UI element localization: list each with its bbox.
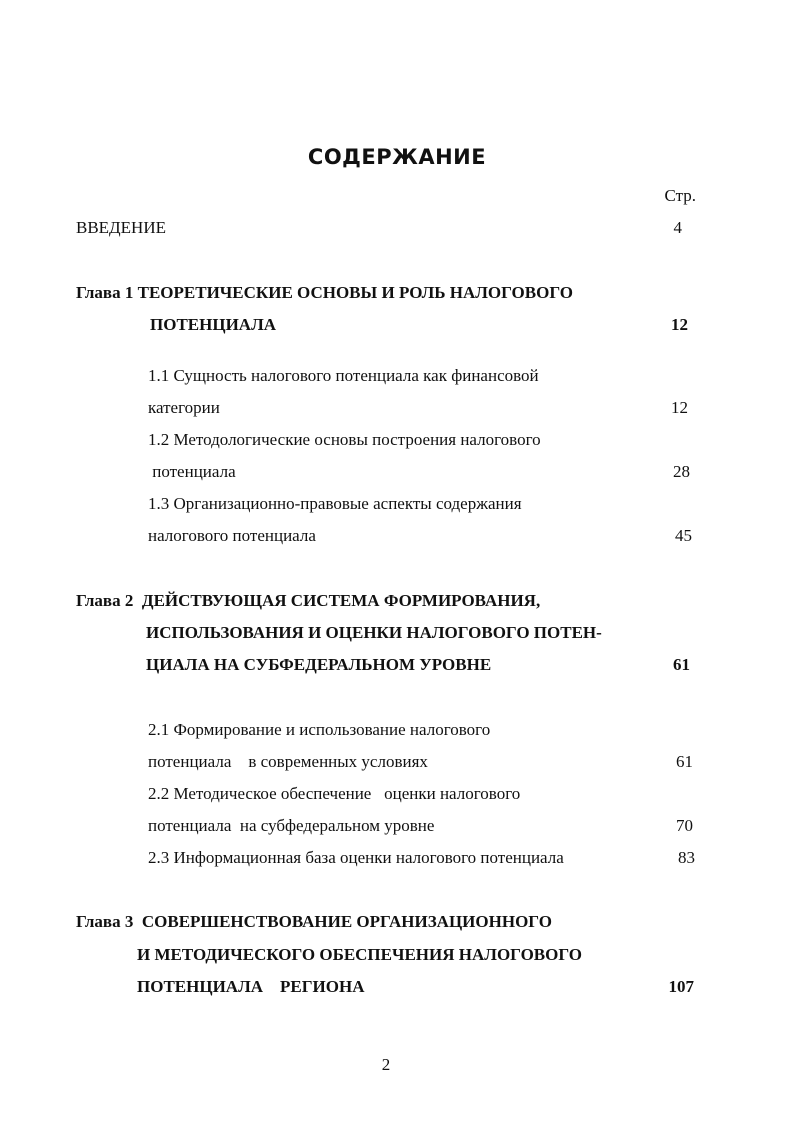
chapter-3-heading-line-3: ПОТЕНЦИАЛА РЕГИОНА — [137, 977, 365, 996]
section-1-3-page: 45 — [675, 526, 692, 545]
chapter-2-heading-line-1: Глава 2 ДЕЙСТВУЮЩАЯ СИСТЕМА ФОРМИРОВАНИЯ, — [76, 591, 541, 610]
intro-label: ВВЕДЕНИЕ — [76, 218, 166, 237]
chapter-3-heading-line-1: Глава 3 СОВЕРШЕНСТВОВАНИЕ ОРГАНИЗАЦИОННОГО — [76, 912, 552, 931]
section-1-2-line-2: потенциала — [148, 462, 236, 481]
section-2-2-line-2: потенциала на субфедеральном уровне — [148, 816, 435, 835]
section-2-3-line-1: 2.3 Информационная база оценки налогового потенциала — [148, 848, 564, 867]
section-1-3-line-1: 1.3 Организационно-правовые аспекты содержания — [148, 494, 522, 513]
chapter-1-heading-line-2: ПОТЕНЦИАЛА — [150, 315, 277, 334]
section-2-1-line-2: потенциала в современных условиях — [148, 752, 428, 771]
section-2-2-page: 70 — [676, 816, 693, 835]
toc-title: СОДЕРЖАНИЕ — [307, 145, 487, 169]
section-1-1-line-2: категории — [148, 398, 220, 417]
chapter-2-page: 61 — [673, 655, 690, 674]
section-1-1-line-1: 1.1 Сущность налогового потенциала как финансовой — [148, 366, 539, 385]
section-2-1-page: 61 — [676, 752, 693, 771]
chapter-2-heading-line-2: ИСПОЛЬЗОВАНИЯ И ОЦЕНКИ НАЛОГОВОГО ПОТЕН- — [146, 623, 602, 642]
chapter-2-heading-line-3: ЦИАЛА НА СУБФЕДЕРАЛЬНОМ УРОВНЕ — [146, 655, 492, 674]
section-1-2-line-1: 1.2 Методологические основы построения налогового — [148, 430, 541, 449]
section-2-1-line-1: 2.1 Формирование и использование налогового — [148, 720, 491, 739]
intro-page: 4 — [673, 218, 682, 237]
section-1-2-page: 28 — [673, 462, 690, 481]
chapter-1-heading-line-1: Глава 1 ТЕОРЕТИЧЕСКИЕ ОСНОВЫ И РОЛЬ НАЛОГОВОГО — [76, 283, 573, 302]
section-2-2-line-1: 2.2 Методическое обеспечение оценки налогового — [148, 784, 521, 803]
section-2-3-page: 83 — [678, 848, 695, 867]
chapter-3-heading-line-2: И МЕТОДИЧЕСКОГО ОБЕСПЕЧЕНИЯ НАЛОГОВОГО — [137, 945, 582, 964]
page-column-header: Стр. — [664, 186, 696, 205]
section-1-3-line-2: налогового потенциала — [148, 526, 316, 545]
page-number: 2 — [381, 1055, 391, 1074]
section-1-1-page: 12 — [671, 398, 688, 417]
chapter-1-page: 12 — [671, 315, 688, 334]
chapter-3-page: 107 — [668, 977, 694, 996]
